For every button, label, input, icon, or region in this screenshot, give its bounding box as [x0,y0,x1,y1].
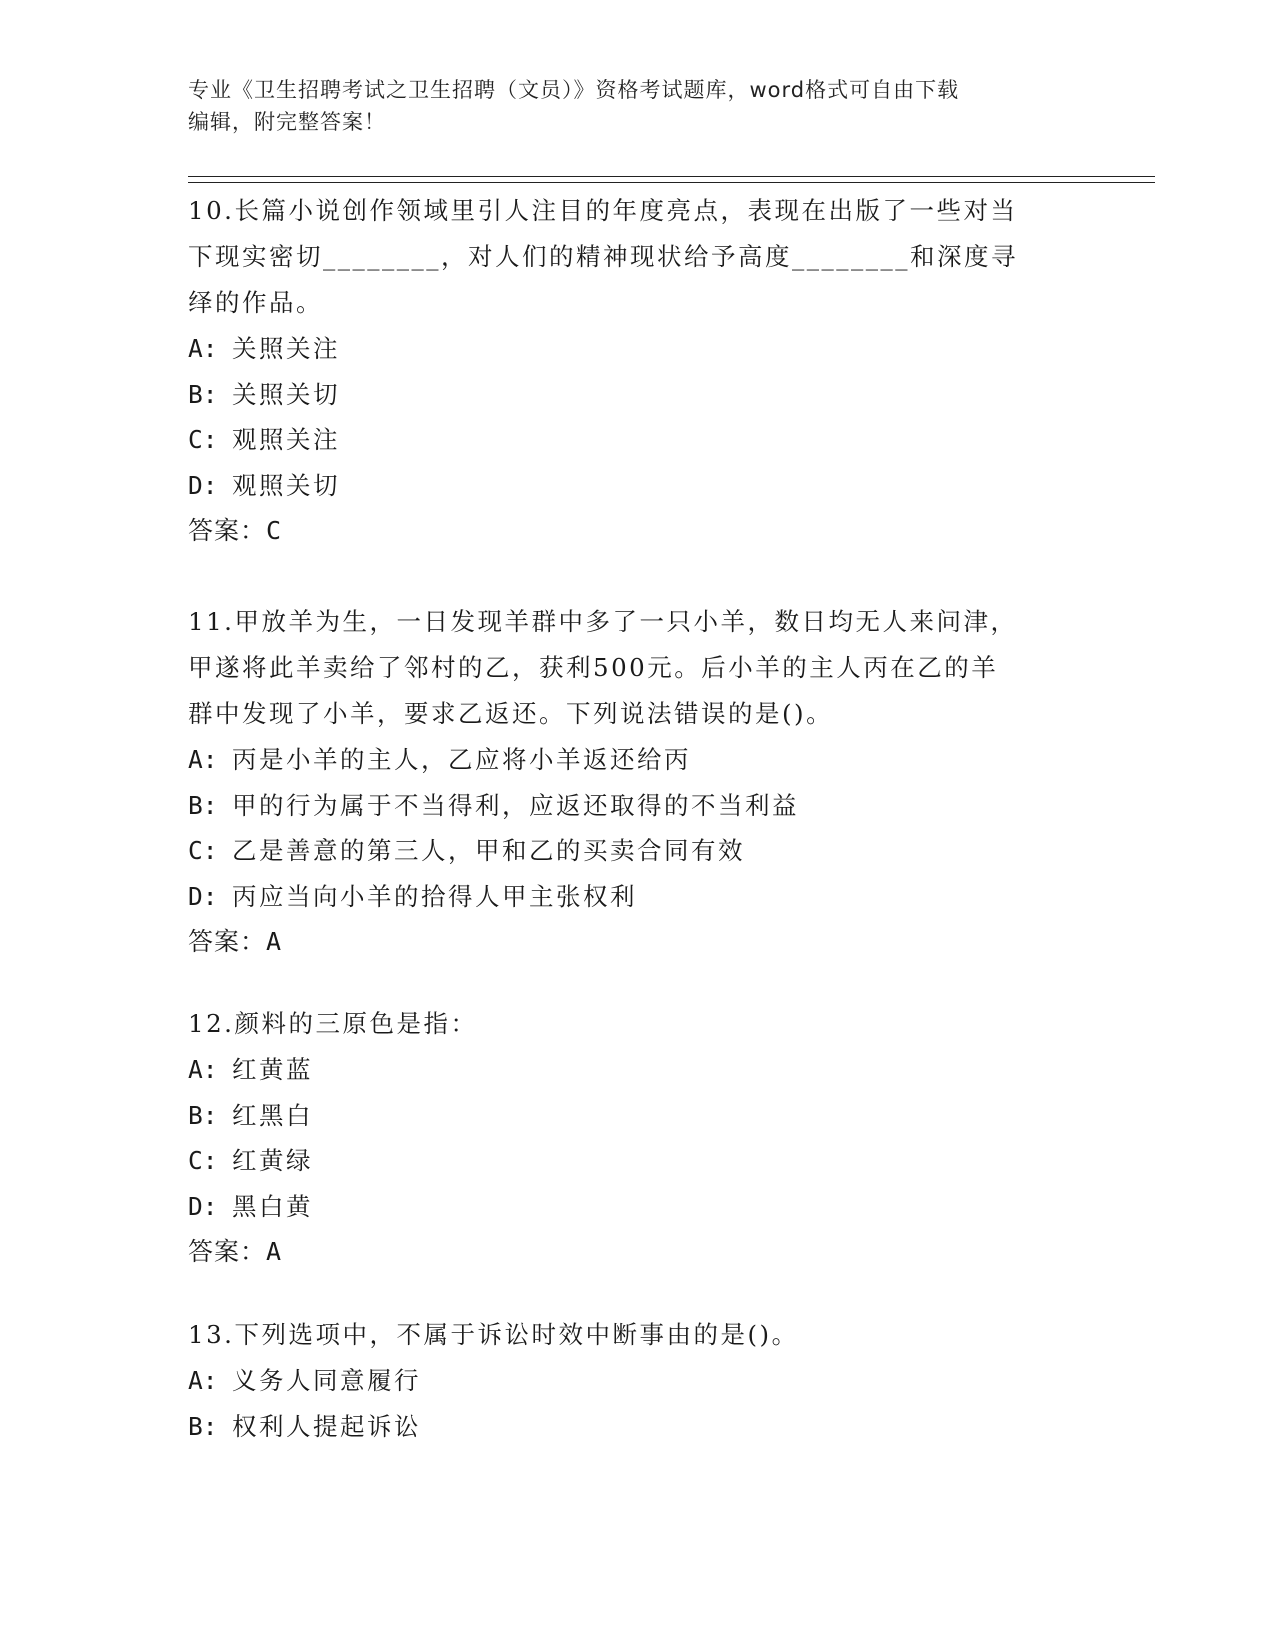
answer-line [188,1229,1088,1275]
option-letter: A: [188,334,218,363]
header-divider-bottom [188,182,1155,183]
document-header [188,74,1068,138]
option-c [188,417,1088,463]
stem-line: 群中发现了小羊，要求乙返还。下列说法错误的是()。 [188,699,834,728]
option-d [188,1184,1088,1230]
question-stem [188,1001,1088,1047]
answer-line [188,919,1088,965]
option-letter: B: [188,790,218,820]
option-text: 甲的行为属于不当得利，应返还取得的不当利益 [232,790,799,820]
option-letter: A: [188,1055,218,1084]
option-d [188,874,1088,920]
stem-line: 11.甲放羊为生，一日发现羊群中多了一只小羊，数日均无人来问津， [188,607,1018,636]
option-a [188,1047,1088,1093]
option-text: 关照关切 [232,379,340,409]
option-text: 红黑白 [232,1100,313,1130]
option-letter: C: [188,836,218,865]
option-b [188,1404,1088,1450]
option-text: 丙应当向小羊的拾得人甲主张权利 [232,881,637,911]
question-stem [188,599,1088,737]
option-letter: B: [188,379,218,409]
option-letter: D: [188,1191,218,1221]
stem-line: 甲遂将此羊卖给了邻村的乙，获利500元。后小羊的主人丙在乙的羊 [188,653,999,682]
stem-line: 12.颜料的三原色是指： [188,1009,478,1038]
stem-line: 10.长篇小说创作领域里引人注目的年度亮点，表现在出版了一些对当 [188,196,1018,225]
option-a [188,1358,1088,1404]
stem-line: 下现实密切________，对人们的精神现状给予高度________和深度寻 [188,242,1018,271]
question-10 [188,188,1088,554]
option-letter: D: [188,470,218,500]
question-13 [188,1312,1088,1449]
option-a [188,326,1088,372]
option-text: 红黄绿 [232,1146,313,1175]
answer-line [188,508,1088,554]
stem-line: 绎的作品。 [188,288,323,317]
option-letter: B: [188,1100,218,1130]
option-b [188,1093,1088,1139]
option-text: 观照关注 [232,425,340,454]
question-11 [188,599,1088,965]
answer-value: A [266,1237,283,1266]
question-12 [188,1001,1088,1275]
option-letter: C: [188,1146,218,1175]
option-text: 丙是小羊的主人，乙应将小羊返还给丙 [232,745,691,774]
header-line-2: 编辑，附完整答案！ [188,110,386,134]
option-text: 乙是善意的第三人，甲和乙的买卖合同有效 [232,836,745,865]
option-b [188,783,1088,829]
answer-value: C [266,516,283,545]
option-c [188,1138,1088,1184]
option-letter: C: [188,425,218,454]
option-text: 黑白黄 [232,1191,313,1221]
option-b [188,372,1088,418]
question-spacer [188,965,1088,1001]
question-stem [188,188,1088,326]
option-letter: B: [188,1411,218,1441]
option-text: 红黄蓝 [232,1055,313,1084]
option-letter: D: [188,881,218,911]
option-a [188,737,1088,783]
option-text: 观照关切 [232,470,340,500]
option-d [188,463,1088,509]
question-stem [188,1312,1088,1358]
option-letter: A: [188,745,218,774]
question-spacer [188,1275,1088,1312]
option-text: 义务人同意履行 [232,1366,421,1395]
question-list [188,188,1088,1449]
option-c [188,828,1088,874]
option-text: 关照关注 [232,334,340,363]
header-line-1: 专业《卫生招聘考试之卫生招聘（文员）》资格考试题库，word格式可自由下载 [188,78,960,102]
header-divider-top [188,176,1155,177]
question-spacer [188,554,1088,599]
answer-value: A [266,927,283,956]
option-text: 权利人提起诉讼 [232,1411,421,1441]
option-letter: A: [188,1366,218,1395]
answer-label: 答案： [188,516,267,545]
stem-line: 13.下列选项中，不属于诉讼时效中断事由的是()。 [188,1320,799,1349]
answer-label: 答案： [188,927,267,956]
answer-label: 答案： [188,1237,267,1266]
